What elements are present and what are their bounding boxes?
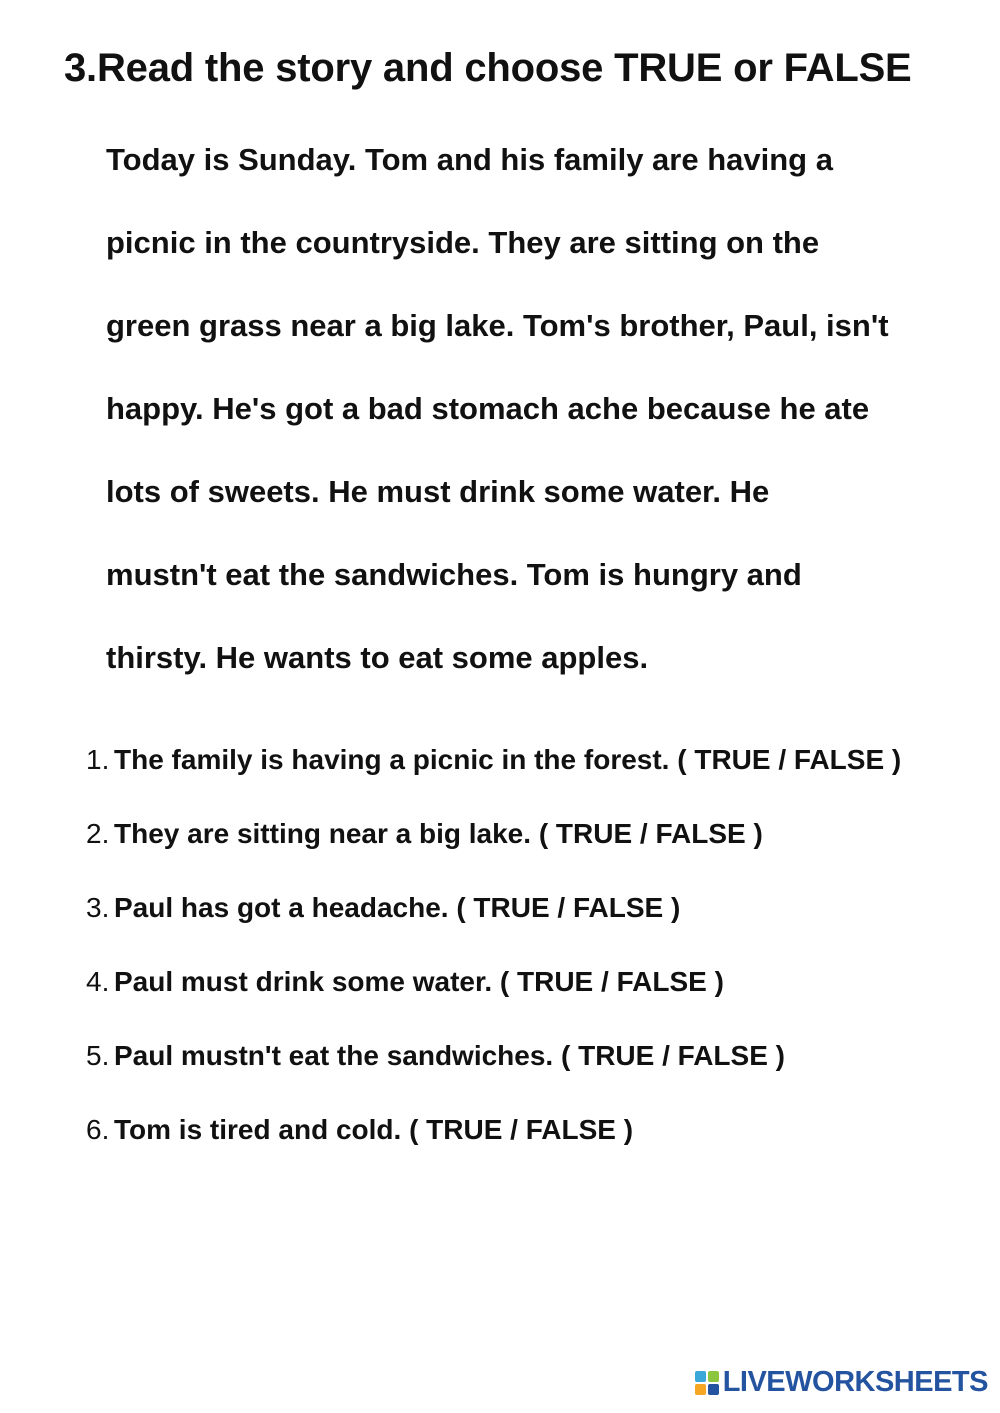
question-item <box>86 960 966 1034</box>
liveworksheets-logo-icon <box>695 1371 719 1395</box>
story-line: lots of sweets. He must drink some water. He <box>106 474 770 509</box>
question-item <box>86 1034 966 1108</box>
question-number: 2. <box>86 818 110 849</box>
question-text: Paul must drink some water. ( TRUE / FALSE ) <box>114 966 724 997</box>
question-number: 4. <box>86 966 110 997</box>
brand-wordmark: LIVEWORKSHEETS <box>722 1366 988 1398</box>
story-text <box>106 138 966 719</box>
question-number: 3. <box>86 892 110 923</box>
question-number: 1. <box>86 744 110 775</box>
logo-tile <box>695 1384 706 1395</box>
question-text: Paul has got a headache. ( TRUE / FALSE ) <box>114 892 681 923</box>
question-item <box>86 1108 966 1182</box>
story-line: thirsty. He wants to eat some apples. <box>106 640 649 675</box>
story-line: Today is Sunday. Tom and his family are having a <box>106 142 833 177</box>
logo-tile <box>708 1384 719 1395</box>
question-item <box>86 812 966 886</box>
story-line: mustn't eat the sandwiches. Tom is hungry and <box>106 557 802 592</box>
worksheet-title: 3.Read the story and choose TRUE or FALSE <box>64 46 912 90</box>
question-item <box>86 886 966 960</box>
question-text: Paul mustn't eat the sandwiches. ( TRUE / FALSE ) <box>114 1040 785 1071</box>
question-number: 6. <box>86 1114 110 1145</box>
logo-tile <box>708 1371 719 1382</box>
question-text: Tom is tired and cold. ( TRUE / FALSE ) <box>114 1114 634 1145</box>
story-line: picnic in the countryside. They are sitting on the <box>106 225 820 260</box>
question-text: The family is having a picnic in the forest. ( TRUE / FALSE ) <box>114 744 902 775</box>
story-line: happy. He's got a bad stomach ache because he ate <box>106 391 870 426</box>
liveworksheets-brand <box>695 1366 988 1399</box>
question-item <box>86 738 966 812</box>
logo-tile <box>695 1371 706 1382</box>
story-line: green grass near a big lake. Tom's brother, Paul, isn't <box>106 308 889 343</box>
question-list <box>86 738 966 1182</box>
question-number: 5. <box>86 1040 110 1071</box>
question-text: They are sitting near a big lake. ( TRUE / FALSE ) <box>114 818 763 849</box>
